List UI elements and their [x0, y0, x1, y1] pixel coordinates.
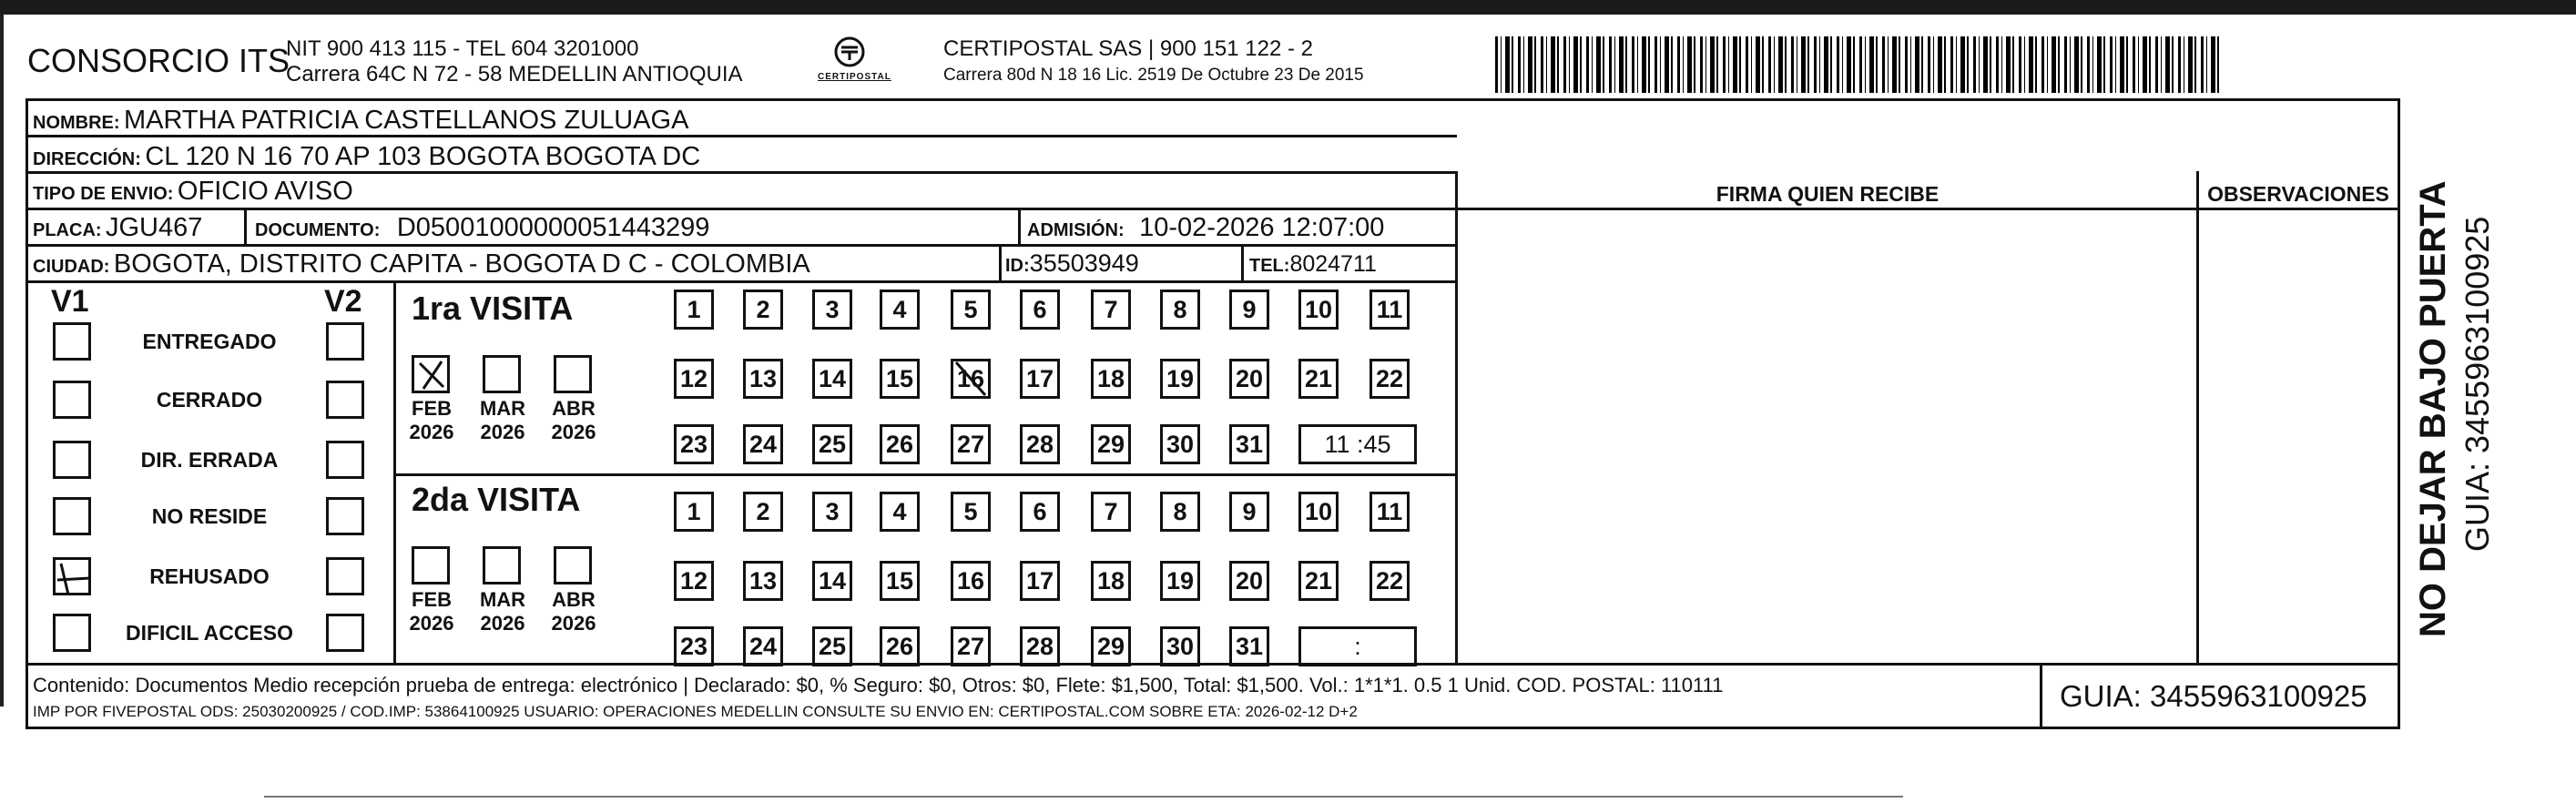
ciudad-field: CIUDAD: BOGOTA, DISTRITO CAPITA - BOGOTA D C - COLOMBIA	[33, 249, 810, 279]
month-label: ABR	[552, 588, 596, 611]
firma-area[interactable]	[1459, 211, 2196, 661]
day-cell[interactable]: 12	[674, 359, 714, 399]
day-cell[interactable]: 27	[951, 626, 991, 666]
tel-value: 8024711	[1289, 251, 1377, 277]
status-label: CERRADO	[156, 388, 263, 412]
address-line: Carrera 64C N 72 - 58 MEDELLIN ANTIOQUIA	[286, 62, 743, 86]
year-label: 2026	[480, 421, 525, 443]
v2-checkbox[interactable]	[326, 381, 364, 419]
footer-contenido: Contenido: Documentos Medio recepción prueba de entrega: electrónico | Declarado: $0, % Seguro: $0, Otros: $0, Flete: $1,500, Total: $1,500. Vol.: 1*1*1. 0.5 1 Unid. COD. POSTAL: 110111	[33, 674, 1724, 696]
footer-imp: IMP POR FIVEPOSTAL ODS: 25030200925 / COD.IMP: 53864100925 USUARIO: OPERACIONES MEDELLIN CONSULTE SU ENVIO EN: CERTIPOSTAL.COM SOBRE ETA: 2026-02-12 D+2	[33, 703, 1358, 720]
day-cell[interactable]: 23	[674, 424, 714, 464]
day-cell[interactable]: 20	[1229, 359, 1269, 399]
day-cell[interactable]: 9	[1229, 492, 1269, 532]
check-mark-icon	[414, 358, 449, 392]
v1-checkbox[interactable]	[53, 381, 91, 419]
day-cell[interactable]: 25	[812, 424, 852, 464]
check-mark-icon	[56, 560, 94, 598]
tipo-envio-value: OFICIO AVISO	[177, 177, 353, 206]
day-cell[interactable]: 1	[674, 290, 714, 330]
time-box[interactable]: 11 :45	[1298, 424, 1417, 464]
status-label: NO RESIDE	[151, 504, 268, 528]
day-cell[interactable]: 15	[880, 561, 920, 601]
day-cell[interactable]: 26	[880, 626, 920, 666]
day-cell[interactable]: 9	[1229, 290, 1269, 330]
month-checkbox[interactable]	[483, 546, 521, 584]
v1-checkbox[interactable]	[53, 322, 91, 361]
documento-value: D05001000000051443299	[396, 213, 710, 242]
v2-checkbox[interactable]	[326, 497, 364, 535]
v2-checkbox[interactable]	[326, 441, 364, 479]
v1-header: V1	[51, 284, 89, 319]
v1-checkbox[interactable]	[53, 614, 91, 652]
v2-checkbox[interactable]	[326, 614, 364, 652]
observaciones-header: OBSERVACIONES	[2207, 182, 2389, 206]
year-label: 2026	[409, 421, 454, 443]
day-cell[interactable]: 1	[674, 492, 714, 532]
day-cell[interactable]: 21	[1298, 561, 1339, 601]
month-label: FEB	[412, 397, 452, 420]
top-border	[0, 0, 2576, 15]
time-box[interactable]: :	[1298, 626, 1417, 666]
placa-value: JGU467	[106, 213, 203, 242]
day-cell[interactable]: 21	[1298, 359, 1339, 399]
day-cell[interactable]: 3	[812, 290, 852, 330]
month-label: MAR	[479, 397, 526, 420]
day-cell[interactable]: 28	[1020, 626, 1060, 666]
day-cell[interactable]: 16	[951, 359, 991, 399]
day-cell[interactable]: 14	[812, 359, 852, 399]
day-cell[interactable]: 7	[1091, 492, 1131, 532]
nit-line: NIT 900 413 115 - TEL 604 3201000	[286, 36, 639, 61]
day-cell[interactable]: 25	[812, 626, 852, 666]
status-label: ENTREGADO	[142, 330, 277, 353]
company-name: CONSORCIO ITS	[27, 42, 290, 79]
day-cell[interactable]: 6	[1020, 492, 1060, 532]
day-cell[interactable]: 18	[1091, 359, 1131, 399]
year-label: 2026	[409, 612, 454, 635]
day-cell[interactable]: 19	[1160, 359, 1200, 399]
admision-value: 10-02-2026 12:07:00	[1139, 213, 1385, 242]
admision-field: ADMISIÓN: 10-02-2026 12:07:00	[1027, 213, 1385, 242]
day-cell[interactable]: 17	[1020, 359, 1060, 399]
status-label: DIFICIL ACCESO	[125, 621, 293, 645]
day-cell[interactable]: 20	[1229, 561, 1269, 601]
month-checkbox[interactable]	[554, 546, 592, 584]
day-cell[interactable]: 30	[1160, 626, 1200, 666]
v1-checkbox[interactable]	[53, 557, 91, 595]
day-cell[interactable]: 29	[1091, 626, 1131, 666]
direccion-value: CL 120 N 16 70 AP 103 BOGOTA BOGOTA DC	[145, 142, 701, 171]
v1-checkbox[interactable]	[53, 497, 91, 535]
day-cell[interactable]: 19	[1160, 561, 1200, 601]
status-label: DIR. ERRADA	[140, 448, 279, 472]
day-cell[interactable]: 17	[1020, 561, 1060, 601]
day-cell[interactable]: 26	[880, 424, 920, 464]
month-checkbox[interactable]	[412, 355, 450, 393]
day-cell[interactable]: 18	[1091, 561, 1131, 601]
day-cell[interactable]: 13	[743, 561, 783, 601]
day-cell[interactable]: 3	[812, 492, 852, 532]
day-cell[interactable]: 10	[1298, 290, 1339, 330]
day-cell[interactable]: 2	[743, 290, 783, 330]
day-cell[interactable]: 15	[880, 359, 920, 399]
documento-field: DOCUMENTO: D05001000000051443299	[255, 213, 710, 242]
day-cell[interactable]: 12	[674, 561, 714, 601]
month-checkbox[interactable]	[483, 355, 521, 393]
certipostal-logo: CERTIPOSTAL	[818, 36, 881, 82]
year-label: 2026	[551, 612, 596, 635]
day-cell[interactable]: 5	[951, 492, 991, 532]
day-cell[interactable]: 8	[1160, 290, 1200, 330]
day-cell[interactable]: 7	[1091, 290, 1131, 330]
placa-field: PLACA: JGU467	[33, 213, 203, 242]
left-border	[0, 15, 4, 706]
nombre-value: MARTHA PATRICIA CASTELLANOS ZULUAGA	[124, 106, 689, 135]
barcode	[1495, 36, 2224, 93]
day-cell[interactable]: 5	[951, 290, 991, 330]
logo-icon	[831, 36, 868, 67]
day-cell[interactable]: 31	[1229, 424, 1269, 464]
tipo-envio-field: TIPO DE ENVIO: OFICIO AVISO	[33, 177, 353, 206]
day-cell[interactable]: 16	[951, 561, 991, 601]
month-checkbox[interactable]	[412, 546, 450, 584]
year-label: 2026	[480, 612, 525, 635]
bottom-edge	[264, 796, 1903, 798]
rule	[25, 98, 2399, 101]
day-cell[interactable]: 14	[812, 561, 852, 601]
certipostal-line2: Carrera 80d N 18 16 Lic. 2519 De Octubre 23 De 2015	[943, 66, 1364, 85]
cross-mark-icon	[951, 359, 991, 399]
side-warning: NO DEJAR BAJO PUERTA	[2413, 180, 2453, 637]
day-cell[interactable]: 24	[743, 626, 783, 666]
day-cell[interactable]: 10	[1298, 492, 1339, 532]
month-label: FEB	[412, 588, 452, 611]
v1-checkbox[interactable]	[53, 441, 91, 479]
id-field: ID:35503949	[1005, 249, 1139, 277]
footer-guia: GUIA: 3455963100925	[2060, 679, 2367, 713]
nombre-field: NOMBRE: MARTHA PATRICIA CASTELLANOS ZULUAGA	[33, 106, 689, 135]
side-guia: GUIA: 3455963100925	[2459, 216, 2496, 552]
day-cell[interactable]: 6	[1020, 290, 1060, 330]
certipostal-line1: CERTIPOSTAL SAS | 900 151 122 - 2	[943, 36, 1313, 61]
tel-field: TEL:8024711	[1249, 251, 1377, 277]
observaciones-area[interactable]	[2200, 211, 2397, 661]
day-cell[interactable]: 24	[743, 424, 783, 464]
direccion-field: DIRECCIÓN: CL 120 N 16 70 AP 103 BOGOTA BOGOTA DC	[33, 142, 701, 171]
day-cell[interactable]: 13	[743, 359, 783, 399]
v2-checkbox[interactable]	[326, 322, 364, 361]
visita2-title: 2da VISITA	[412, 481, 581, 518]
status-label: REHUSADO	[149, 564, 270, 588]
day-cell[interactable]: 4	[880, 492, 920, 532]
firma-header: FIRMA QUIEN RECIBE	[1716, 182, 1940, 206]
day-cell[interactable]: 2	[743, 492, 783, 532]
day-cell[interactable]: 30	[1160, 424, 1200, 464]
day-cell[interactable]: 31	[1229, 626, 1269, 666]
id-value: 35503949	[1029, 249, 1139, 277]
visita1-title: 1ra VISITA	[412, 290, 574, 327]
v2-header: V2	[324, 284, 362, 319]
day-cell[interactable]: 11	[1369, 290, 1410, 330]
day-cell[interactable]: 27	[951, 424, 991, 464]
day-cell[interactable]: 22	[1369, 561, 1410, 601]
day-cell[interactable]: 8	[1160, 492, 1200, 532]
day-cell[interactable]: 28	[1020, 424, 1060, 464]
day-cell[interactable]: 23	[674, 626, 714, 666]
year-label: 2026	[551, 421, 596, 443]
v2-checkbox[interactable]	[326, 557, 364, 595]
day-cell[interactable]: 22	[1369, 359, 1410, 399]
day-cell[interactable]: 29	[1091, 424, 1131, 464]
day-cell[interactable]: 11	[1369, 492, 1410, 532]
ciudad-value: BOGOTA, DISTRITO CAPITA - BOGOTA D C - COLOMBIA	[113, 249, 810, 279]
month-checkbox[interactable]	[554, 355, 592, 393]
month-label: MAR	[479, 588, 526, 611]
day-cell[interactable]: 4	[880, 290, 920, 330]
month-label: ABR	[552, 397, 596, 420]
